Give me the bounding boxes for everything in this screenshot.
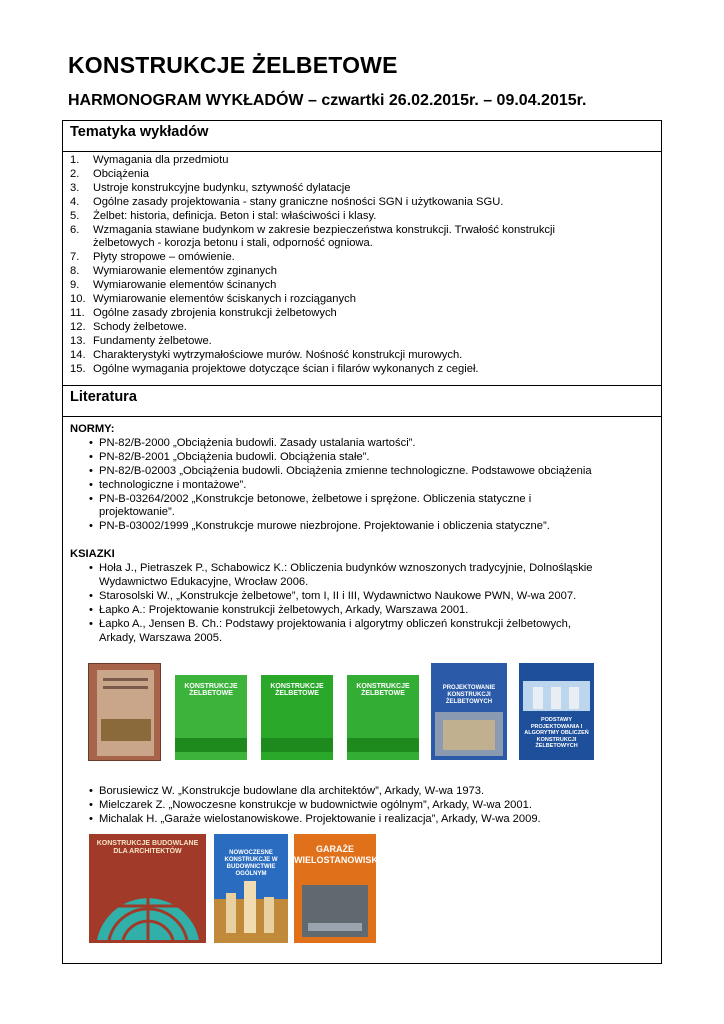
norms-list [70, 437, 655, 534]
literature-heading: Literatura [70, 389, 137, 405]
books-list [70, 562, 655, 645]
topic-item: 4. Ogólne zasady projektowania - stany graniczne nośności SGN i użytkowania SGU. [70, 195, 504, 208]
topic-item: 10. Wymiarowanie elementów ściskanych i rozciąganych [70, 293, 356, 306]
cover-image-borusiewicz: KONSTRUKCJE BUDOWLANE DLA ARCHITEKTÓW [89, 834, 206, 943]
topic-item: 8. Wymiarowanie elementów zginanych [70, 265, 277, 278]
cover-image-hola [88, 663, 161, 761]
topic-item: 12. Schody żelbetowe. [70, 320, 187, 333]
topics-list [70, 154, 655, 377]
books-list-2-wrap [70, 785, 655, 827]
schedule-subtitle: HARMONOGRAM WYKŁADÓW – czwartki 26.02.2015r. – 09.04.2015r. [68, 92, 587, 109]
books-label: KSIAZKI [70, 548, 115, 561]
book-covers-row-2 [89, 834, 400, 943]
book-item: • Łapko A., Jensen B. Ch.: Podstawy projektowania i algorytmy obliczeń konstrukcji żelbetowych, Arkady, Warszawa 2005. [70, 618, 655, 646]
topics-heading: Tematyka wykładów [70, 124, 209, 140]
books-list-2 [70, 785, 655, 827]
literature-section-header [63, 386, 661, 417]
norm-item: • PN-82/B-2001 „Obciążenia budowli. Obciążenia stałe”. [70, 451, 655, 465]
topic-item: 1. Wymagania dla przedmiotu [70, 154, 229, 166]
cover-image-starosolski-3: KONSTRUKCJE ŻELBETOWE [347, 663, 419, 760]
cover-image-starosolski-2: KONSTRUKCJE ŻELBETOWE [261, 663, 333, 760]
book-item: • Łapko A.: Projektowanie konstrukcji żelbetowych, Arkady, Warszawa 2001. [70, 604, 655, 618]
topic-item: 7. Płyty stropowe – omówienie. [70, 251, 235, 264]
literature-body [70, 423, 655, 646]
norm-item: • technologiczne i montażowe”. [70, 479, 655, 493]
cover-image-lapko-2: PODSTAWY PROJEKTOWANIA I ALGORYTMY OBLICZEŃ KONSTRUKCJI ŻELBETOWYCH [519, 663, 594, 760]
topic-item: 13. Fundamenty żelbetowe. [70, 334, 212, 347]
topic-item: 6. Wzmagania stawiane budynkom w zakresie bezpieczeństwa konstrukcji. Trwałość konstrukcji żelbetowych - korozja betonu i stali, odporność ogniowa. [70, 223, 555, 250]
book-item: • Mielczarek Z. „Nowoczesne konstrukcje w budownictwie ogólnym”, Arkady, W-wa 2001. [70, 799, 655, 813]
book-covers-row-1 [88, 663, 594, 761]
topics-section-header [63, 121, 661, 152]
topic-item: 14. Charakterystyki wytrzymałościowe murów. Nośność konstrukcji murowych. [70, 348, 463, 361]
book-item: • Borusiewicz W. „Konstrukcje budowlane dla architektów”, Arkady, W-wa 1973. [70, 785, 655, 799]
topic-item: 3. Ustroje konstrukcyjne budynku, sztywność dylatacje [70, 181, 351, 194]
topic-item: 11. Ogólne zasady zbrojenia konstrukcji żelbetowych [70, 306, 337, 319]
cover-image-lapko-1: PROJEKTOWANIE KONSTRUKCJI ŻELBETOWYCH [431, 663, 507, 760]
topic-item: 9. Wymiarowanie elementów ścinanych [70, 279, 277, 292]
topic-item: 2. Obciążenia [70, 167, 149, 180]
document-title: KONSTRUKCJE ŻELBETOWE [68, 52, 398, 78]
norms-label: NORMY: [70, 423, 115, 435]
cover-image-michalak: GARAŻE WIELOSTANOWISKOWE [294, 834, 376, 943]
book-item: • Michalak H. „Garaże wielostanowiskowe. Projektowanie i realizacja”, Arkady, W-wa 2009. [70, 813, 655, 827]
cover-image-starosolski-1: KONSTRUKCJE ŻELBETOWE [175, 663, 247, 760]
cover-image-mielczarek: NOWOCZESNE KONSTRUKCJE W BUDOWNICTWIE OGÓLNYM [214, 834, 288, 943]
book-item: • Starosolski W., „Konstrukcje żelbetowe”, tom I, II i III, Wydawnictwo Naukowe PWN, W-wa 2007. [70, 590, 655, 604]
norm-item: • PN-B-03002/1999 „Konstrukcje murowe niezbrojone. Projektowanie i obliczenia statyczne”. [70, 520, 655, 534]
norm-item: • PN-82/B-2000 „Obciążenia budowli. Zasady ustalania wartości”. [70, 437, 655, 451]
norm-item: • PN-B-03264/2002 „Konstrukcje betonowe, żelbetowe i sprężone. Obliczenia statyczne i projektowanie”. [70, 493, 655, 521]
topic-item: 15. Ogólne wymagania projektowe dotyczące ścian i filarów wykonanych z cegieł. [70, 362, 479, 375]
norm-item: • PN-82/B-02003 „Obciążenia budowli. Obciążenia zmienne technologiczne. Podstawowe obciążenia [70, 465, 655, 479]
topic-item: 5. Żelbet: historia, definicja. Beton i stal: właściwości i klasy. [70, 209, 377, 222]
book-item: • Hoła J., Pietraszek P., Schabowicz K.: Obliczenia budynków wznoszonych tradycyjnie, Dolnośląskie Wydawnictwo Edukacyjne, Wrocław 2006. [70, 562, 655, 590]
